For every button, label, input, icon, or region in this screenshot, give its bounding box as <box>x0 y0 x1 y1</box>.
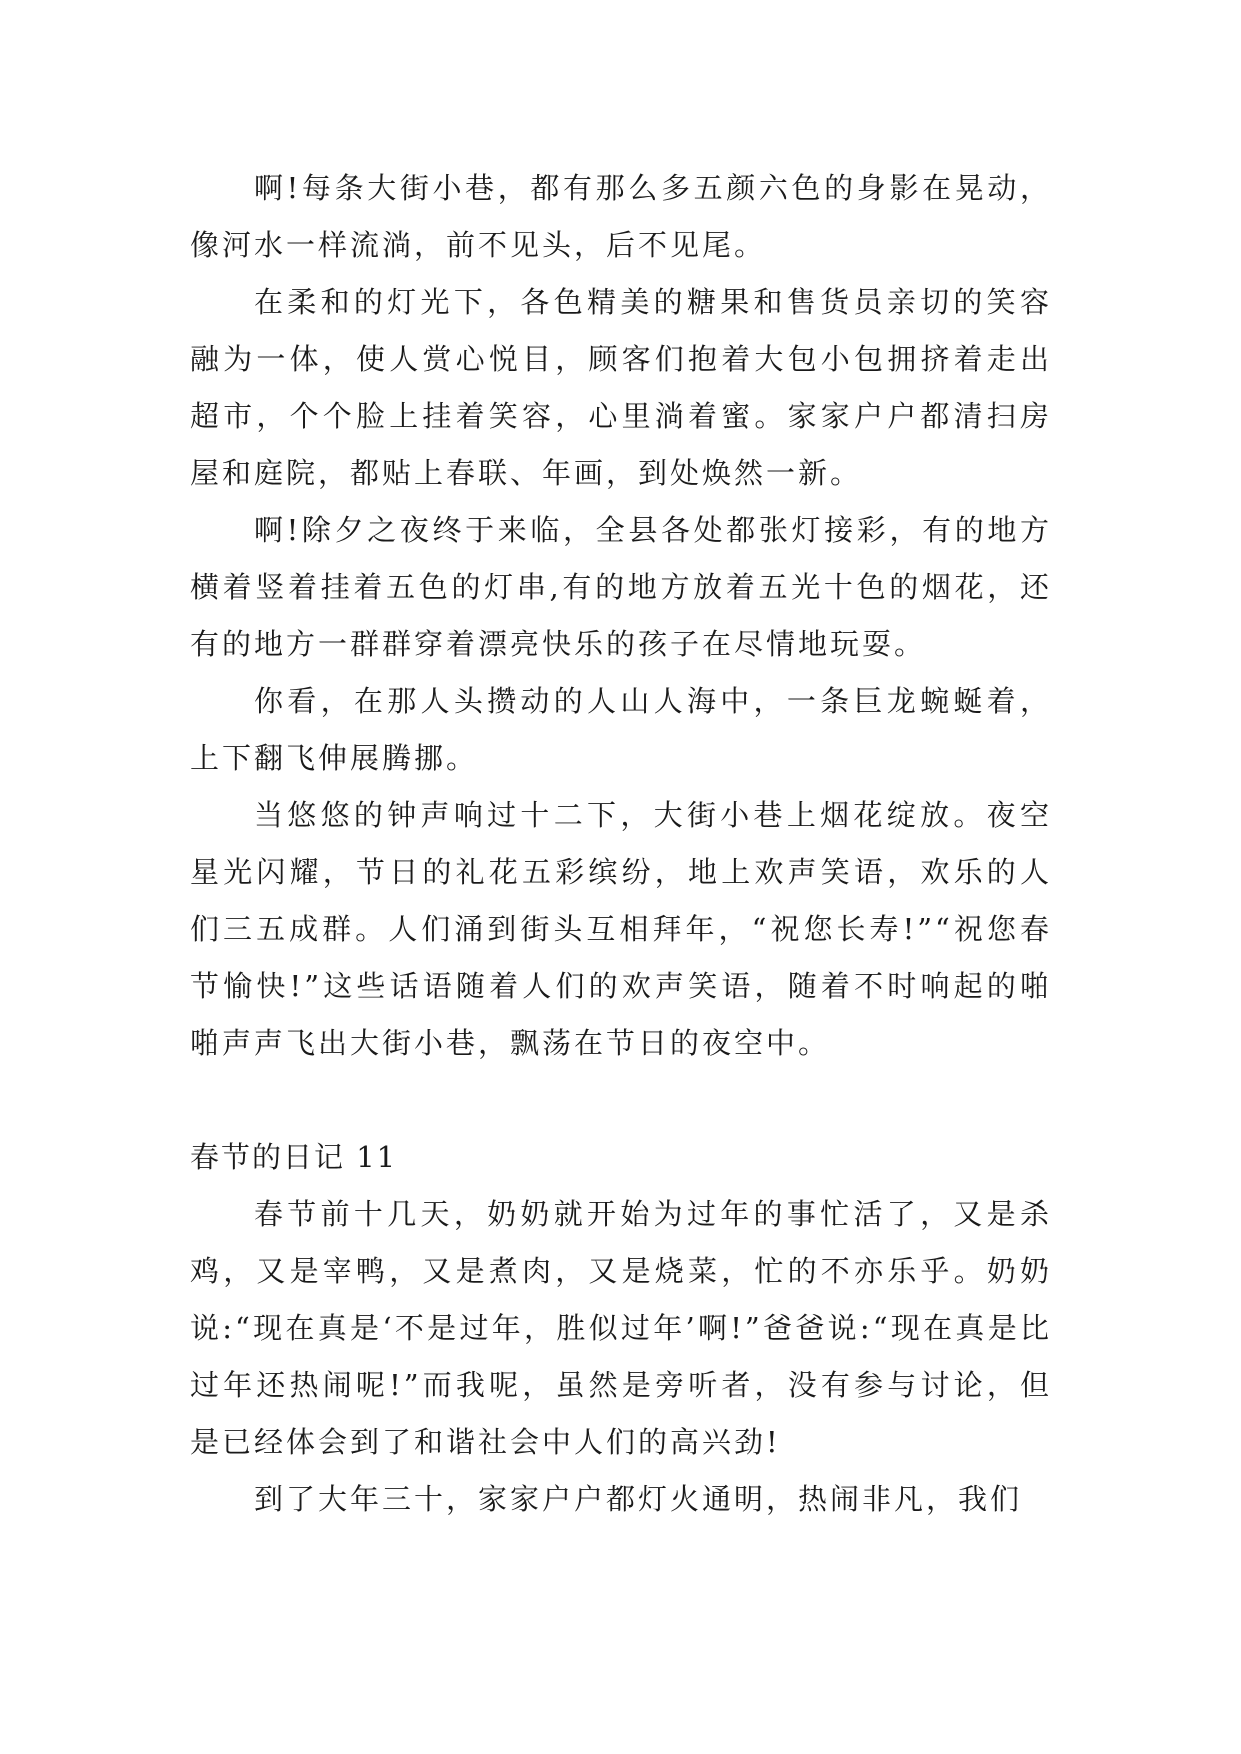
paragraph: 在柔和的灯光下，各色精美的糖果和售货员亲切的笑容融为一体，使人赏心悦目，顾客们抱着大包小包拥挤着走出超市，个个脸上挂着笑容，心里淌着蜜。家家户户都清扫房屋和庭院，都贴上春联、年画，到处焕然一新。 <box>190 285 1052 490</box>
document-body <box>190 160 1052 1528</box>
paragraph: 当悠悠的钟声响过十二下，大街小巷上烟花绽放。夜空星光闪耀，节日的礼花五彩缤纷，地上欢声笑语，欢乐的人们三五成群。人们涌到街头互相拜年，“祝您长寿!”“祝您春节愉快!”这些话语随着人们的欢声笑语，随着不时响起的啪啪声声飞出大街小巷，飘荡在节日的夜空中。 <box>190 798 1052 1060</box>
paragraph: 啊!每条大街小巷，都有那么多五颜六色的身影在晃动，像河水一样流淌，前不见头，后不见尾。 <box>190 171 1052 262</box>
paragraph: 到了大年三十，家家户户都灯火通明，热闹非凡，我们 <box>254 1482 1023 1516</box>
paragraph: 春节前十几天，奶奶就开始为过年的事忙活了，又是杀鸡，又是宰鸭，又是煮肉，又是烧菜，忙的不亦乐乎。奶奶说:“现在真是‘不是过年，胜似过年’啊!”爸爸说:“现在真是比过年还热闹呢!”而我呢，虽然是旁听者，没有参与讨论，但是已经体会到了和谐社会中人们的高兴劲! <box>190 1197 1052 1459</box>
paragraph: 啊!除夕之夜终于来临，全县各处都张灯接彩，有的地方横着竖着挂着五色的灯串,有的地方放着五光十色的烟花，还有的地方一群群穿着漂亮快乐的孩子在尽情地玩耍。 <box>190 513 1052 661</box>
section-title: 春节的日记 11 <box>190 1140 398 1174</box>
paragraph: 你看，在那人头攒动的人山人海中，一条巨龙蜿蜒着，上下翻飞伸展腾挪。 <box>190 684 1052 775</box>
